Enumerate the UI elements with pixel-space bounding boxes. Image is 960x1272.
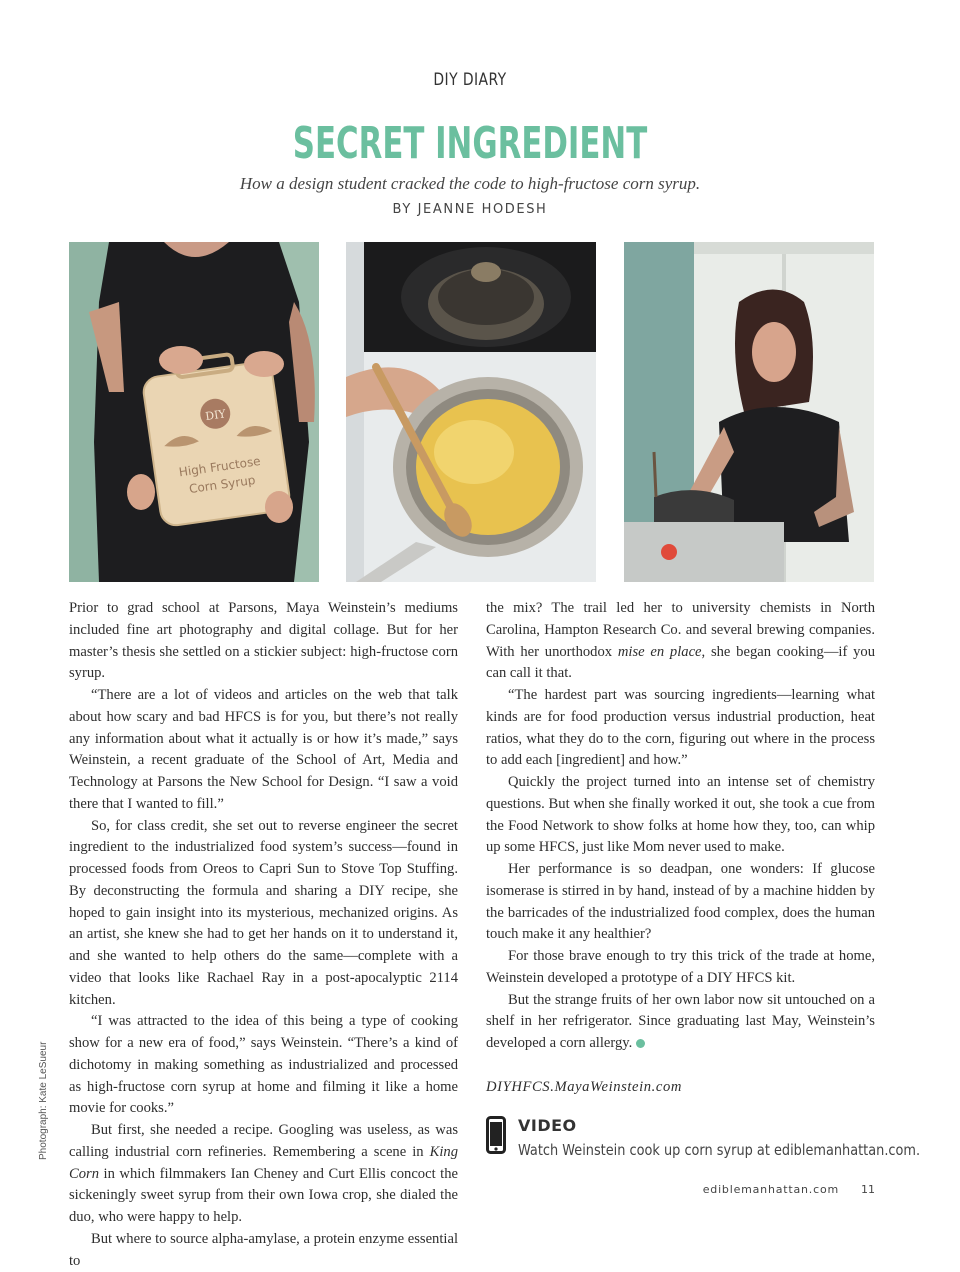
- section-kicker: DIY DIARY: [433, 70, 507, 90]
- kit-box-label-line1: High Fructose: [177, 454, 262, 480]
- article-byline: BY JEANNE HODESH: [392, 202, 548, 217]
- project-url-link[interactable]: DIYHFCS.MayaWeinstein.com: [486, 1078, 683, 1095]
- body-paragraph: “There are a lot of videos and articles on the web that talk about how scary and bad HFCS is for you, but there’s not really any information about what it actually is or how it’s made,” says Weinstein, a recent graduate of the School of Art, Media and Technology at Parsons the New School for Design. “I saw a void there that I wanted to fill.”: [69, 687, 458, 812]
- body-column-right: [486, 598, 875, 1099]
- page-footer: [0, 1183, 875, 1196]
- body-paragraph: the mix? The trail led her to university chemists in North Carolina, Hampton Research Co. and several brewing companies. With her unorthodox mise en place, she began cooking—if you can call it that.: [486, 600, 875, 682]
- body-paragraph: Her performance is so deadpan, one wonders: If glucose isomerase is stirred in by hand, instead of by a machine hidden by the barricades of the industrialized food complex, does the human touch make it any healthier?: [486, 861, 875, 943]
- photo-saucepan: [346, 242, 596, 582]
- body-paragraph: For those brave enough to try this trick of the trade at home, Weinstein developed a prototype of a DIY HFCS kit.: [486, 948, 875, 986]
- body-column-left: [69, 598, 458, 1272]
- body-paragraph: “The hardest part was sourcing ingredients—learning what kinds are for food production versus industrial production, heat ratios, what they do to the corn, figuring out where in the process to add each [ingredient] and how.”: [486, 687, 875, 769]
- body-paragraph: Prior to grad school at Parsons, Maya Weinstein’s mediums included fine art photography and digital collage. But for her master’s thesis she settled on a stickier subject: high-fructose corn syrup.: [69, 600, 458, 682]
- body-paragraph: But the strange fruits of her own labor now sit untouched on a shelf in her refrigerator. Since graduating last May, Weinstein’s developed a corn allergy.: [486, 991, 875, 1051]
- page-number: 11: [861, 1183, 875, 1196]
- film-title: King Corn: [69, 1143, 458, 1182]
- article-dek: How a design student cracked the code to high-fructose corn syrup.: [239, 174, 701, 193]
- footer-site: ediblemanhattan.com: [702, 1183, 839, 1196]
- photo-kit-box: [69, 242, 319, 582]
- body-paragraph: So, for class credit, she set out to reverse engineer the secret ingredient to the industrialized food system’s success—found in processed foods from Oreos to Capri Sun to Stove Top Stuffing. By deconstructing the formula and sharing a DIY recipe, she hoped to gain insight into its mysterious, mechanized origins. As an artist, she knew she had to get her hands on it to understand it, and she wanted to help others do the same—complete with a video that looks like Rachael Ray in a post-apocalyptic 2114 kitchen.: [69, 817, 458, 1008]
- kit-box-diy-label: DIY: [204, 407, 227, 424]
- video-title: VIDEO: [518, 1116, 577, 1135]
- body-paragraph: But first, she needed a recipe. Googling was useless, as was calling industrial corn refineries. Remembering a scene in King Corn in which filmmakers Ian Cheney and Curt Ellis concoct the sickeningly sweet syrup from their own Iowa crop, she dialed the duo, who were happy to help.: [69, 1122, 458, 1225]
- body-paragraph: “I was attracted to the idea of this being a type of cooking show for a new era of food,” says Weinstein. “There’s a kind of dichotomy in making something as industrialized and processed as high-fructose corn syrup at home and filming it like a home movie for cooks.”: [69, 1013, 458, 1117]
- article-headline: SECRET INGREDIENT: [292, 118, 648, 169]
- photo-woman-cooking: [624, 242, 874, 582]
- body-paragraph: Quickly the project turned into an intense set of chemistry questions. But when she finally worked it out, she took a cue from the Food Network to show folks at home how they, too, can whip up some HFCS, just like Mom never used to make.: [486, 774, 875, 856]
- video-callout[interactable]: [486, 1116, 921, 1162]
- body-paragraph: But where to source alpha-amylase, a protein enzyme essential to: [69, 1230, 458, 1269]
- kit-box-label-line2: Corn Syrup: [188, 472, 257, 497]
- end-mark-icon: [636, 1039, 645, 1048]
- phone-icon: [486, 1116, 506, 1154]
- italic-phrase: mise en place: [617, 643, 702, 660]
- photo-credit: Photograph: Kate LeSueur: [38, 1041, 49, 1160]
- video-description: Watch Weinstein cook up corn syrup at ediblemanhattan.com.: [518, 1141, 921, 1159]
